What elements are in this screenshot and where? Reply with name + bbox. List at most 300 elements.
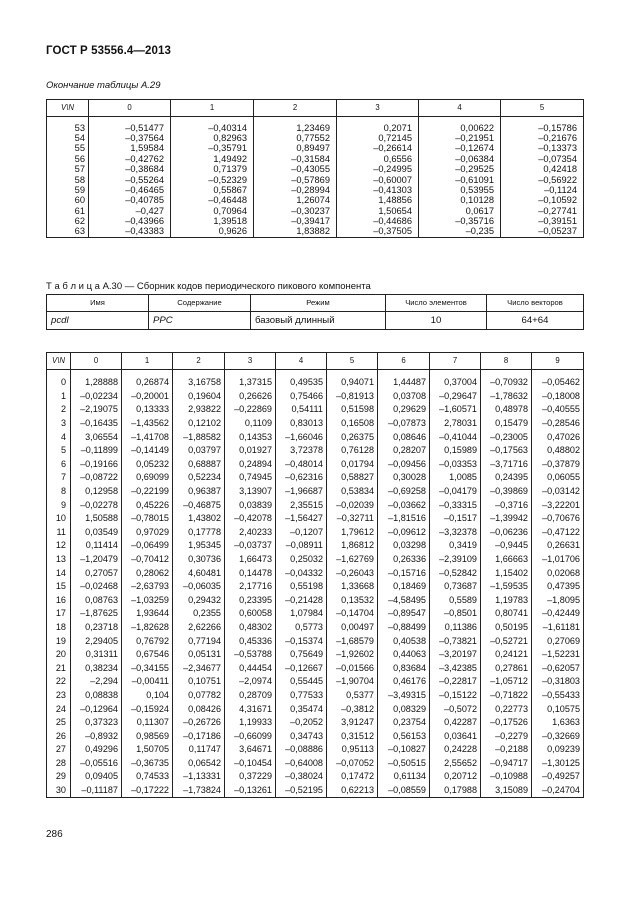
table-cell: –0,14704 <box>327 607 378 621</box>
table-cell: 1,59584 <box>89 144 171 154</box>
column-header: 2 <box>254 100 337 117</box>
table-cell: –0,28994 <box>254 185 337 195</box>
row-index-cell: 15 <box>47 580 71 594</box>
table-cell: 0,29432 <box>173 594 225 608</box>
table-cell: 0,83013 <box>276 417 327 431</box>
table-cell: –1,88582 <box>173 430 225 444</box>
column-header: 0 <box>89 100 171 117</box>
table-row <box>47 702 584 716</box>
table-cell: –0,05462 <box>532 376 584 390</box>
table-row <box>47 621 584 635</box>
row-index-cell: 13 <box>47 553 71 567</box>
table-cell: 0,18469 <box>378 580 430 594</box>
table-cell: 0,09239 <box>532 743 584 757</box>
table-cell: 1,43802 <box>173 512 225 526</box>
column-header: 3 <box>225 353 276 370</box>
table-cell: 0,16508 <box>327 417 378 431</box>
table-cell: –0,10454 <box>225 757 276 771</box>
table-cell: –1,61181 <box>532 621 584 635</box>
table-cell: –0,38024 <box>276 770 327 784</box>
table-cell: –3,20197 <box>430 648 481 662</box>
table-a30-data <box>46 352 584 798</box>
table-cell: 0,11386 <box>430 621 481 635</box>
column-header: Имя <box>47 295 149 312</box>
table-row <box>47 743 584 757</box>
table-cell: –0,26614 <box>337 144 419 154</box>
element-count: 10 <box>386 312 487 330</box>
table-row <box>47 403 584 417</box>
table-row <box>47 648 584 662</box>
table-cell: 1,23469 <box>254 123 337 133</box>
table-cell: 0,27057 <box>71 566 122 580</box>
column-header: Содержание <box>149 295 251 312</box>
table-cell: –1,30125 <box>532 757 584 771</box>
table-cell: –0,1207 <box>276 526 327 540</box>
table-cell: –1,01706 <box>532 553 584 567</box>
table-row <box>47 154 584 164</box>
table-cell: –0,26043 <box>327 566 378 580</box>
table-cell: 0,49296 <box>71 743 122 757</box>
column-header: Число элементов <box>386 295 487 312</box>
table-cell: –0,18008 <box>532 390 584 404</box>
table-cell: –2,294 <box>71 675 122 689</box>
table-cell: –0,05516 <box>71 757 122 771</box>
table-row <box>47 185 584 195</box>
table-cell: –0,9445 <box>481 539 532 553</box>
row-index-cell: 8 <box>47 485 71 499</box>
table-cell: 0,75649 <box>276 648 327 662</box>
row-index-cell: 0 <box>47 376 71 390</box>
table-cell: –0,09612 <box>378 526 430 540</box>
table-cell: 0,77194 <box>173 634 225 648</box>
table-row <box>47 417 584 431</box>
table-cell: –0,41303 <box>337 185 419 195</box>
table-cell: –0,55433 <box>532 689 584 703</box>
row-index-cell: 3 <box>47 417 71 431</box>
table-row <box>47 716 584 730</box>
table-cell: –0,57869 <box>254 175 337 185</box>
table-cell: 0,76128 <box>327 444 378 458</box>
table-cell: –1,73824 <box>173 784 225 798</box>
table-cell: 0,17988 <box>430 784 481 798</box>
table-cell: 0,82963 <box>171 133 254 143</box>
column-header: 5 <box>501 100 584 117</box>
table-cell: 0,9626 <box>171 227 254 238</box>
table-row <box>47 580 584 594</box>
table-cell: –0,10592 <box>501 196 584 206</box>
table-row <box>47 471 584 485</box>
column-header: 8 <box>481 353 532 370</box>
table-cell: –0,3716 <box>481 498 532 512</box>
table-cell: –0,41044 <box>430 430 481 444</box>
row-index-cell: 21 <box>47 661 71 675</box>
column-header: 1 <box>122 353 173 370</box>
table-cell: 0,31512 <box>327 729 378 743</box>
table-cell: 1,0085 <box>430 471 481 485</box>
table-cell: 0,45336 <box>225 634 276 648</box>
table-cell: 0,08646 <box>378 430 430 444</box>
table-cell: –0,11899 <box>71 444 122 458</box>
table-cell: –0,29647 <box>430 390 481 404</box>
table-row <box>47 376 584 390</box>
table-row <box>47 675 584 689</box>
table-cell: –0,81913 <box>327 390 378 404</box>
column-header: V\N <box>47 353 71 370</box>
table-cell: –0,31803 <box>532 675 584 689</box>
table-row <box>47 312 584 330</box>
row-index-cell: 7 <box>47 471 71 485</box>
table-row <box>47 498 584 512</box>
table-cell: –0,23005 <box>481 430 532 444</box>
table-cell: –0,02039 <box>327 498 378 512</box>
table-cell: 0,73687 <box>430 580 481 594</box>
table-cell: –0,00411 <box>122 675 173 689</box>
table-cell: 0,47026 <box>532 430 584 444</box>
row-index-cell: 16 <box>47 594 71 608</box>
table-cell: –0,70412 <box>122 553 173 567</box>
table-cell: –0,5072 <box>430 702 481 716</box>
table-cell: 1,50705 <box>122 743 173 757</box>
table-cell: 0,14478 <box>225 566 276 580</box>
table-cell: 1,79612 <box>327 526 378 540</box>
table-cell: –0,15924 <box>122 702 173 716</box>
table-cell: –0,03353 <box>430 458 481 472</box>
row-index-cell: 56 <box>47 154 89 164</box>
table-cell: –0,62316 <box>276 471 327 485</box>
table-a30-caption: Т а б л и ц а А.30 — Сборник кодов периодического пикового компонента <box>46 281 371 292</box>
table-cell: –0,15786 <box>501 123 584 133</box>
row-index-cell: 62 <box>47 217 89 227</box>
table-cell: –0,46465 <box>89 185 171 195</box>
column-header: 0 <box>71 353 122 370</box>
table-row <box>47 784 584 798</box>
table-cell: 0,03708 <box>378 390 430 404</box>
table-cell: 0,01794 <box>327 458 378 472</box>
table-cell: –1,05712 <box>481 675 532 689</box>
table-header-row <box>47 353 584 370</box>
table-cell: 1,07984 <box>276 607 327 621</box>
table-cell: –0,17563 <box>481 444 532 458</box>
table-cell: 0,96387 <box>173 485 225 499</box>
table-cell: 0,5589 <box>430 594 481 608</box>
table-cell: –0,3812 <box>327 702 378 716</box>
table-cell: 0,23395 <box>225 594 276 608</box>
table-cell: –0,38684 <box>89 165 171 175</box>
table-cell: –0,89547 <box>378 607 430 621</box>
table-cell: 3,15089 <box>481 784 532 798</box>
table-cell: 1,6363 <box>532 716 584 730</box>
table-cell: 0,10128 <box>419 196 501 206</box>
table-cell: –1,13331 <box>173 770 225 784</box>
codebook-name: pcdl <box>47 312 149 330</box>
table-row <box>47 165 584 175</box>
table-cell: –0,46875 <box>173 498 225 512</box>
row-index-cell: 30 <box>47 784 71 798</box>
table-cell: 1,49492 <box>171 154 254 164</box>
table-cell: 0,52234 <box>173 471 225 485</box>
table-cell: –0,39869 <box>481 485 532 499</box>
row-index-cell: 20 <box>47 648 71 662</box>
table-cell: 0,03797 <box>173 444 225 458</box>
table-cell: 0,71379 <box>171 165 254 175</box>
row-index-cell: 4 <box>47 430 71 444</box>
column-header: 7 <box>430 353 481 370</box>
page-number: 286 <box>46 829 63 840</box>
table-cell: –0,02278 <box>71 498 122 512</box>
table-cell: 3,13907 <box>225 485 276 499</box>
row-index-cell: 19 <box>47 634 71 648</box>
table-cell: –1,60571 <box>430 403 481 417</box>
table-cell: 0,94071 <box>327 376 378 390</box>
column-header: 1 <box>171 100 254 117</box>
table-cell: 0,30736 <box>173 553 225 567</box>
table-cell: 0,55445 <box>276 675 327 689</box>
table-cell: 1,50654 <box>337 206 419 216</box>
column-header: 9 <box>532 353 584 370</box>
table-row <box>47 594 584 608</box>
table-cell: 0,10751 <box>173 675 225 689</box>
table-cell: –4,58495 <box>378 594 430 608</box>
table-cell: –0,05237 <box>501 227 584 238</box>
table-cell: 0,26336 <box>378 553 430 567</box>
row-index-cell: 58 <box>47 175 89 185</box>
table-cell: 0,27069 <box>532 634 584 648</box>
table-row <box>47 757 584 771</box>
table-cell: –1,92602 <box>327 648 378 662</box>
table-cell: 0,24121 <box>481 648 532 662</box>
table-cell: –0,44686 <box>337 217 419 227</box>
table-row <box>47 217 584 227</box>
table-row <box>47 566 584 580</box>
table-cell: –1,59535 <box>481 580 532 594</box>
row-index-cell: 1 <box>47 390 71 404</box>
table-cell: –2,0974 <box>225 675 276 689</box>
table-row <box>47 607 584 621</box>
table-cell: 0,95113 <box>327 743 378 757</box>
table-cell: –0,06236 <box>481 526 532 540</box>
table-cell: –0,03737 <box>225 539 276 553</box>
table-cell: –1,96687 <box>276 485 327 499</box>
table-a29-end-caption: Окончание таблицы А.29 <box>46 80 161 91</box>
table-cell: 0,31311 <box>71 648 122 662</box>
table-cell: –0,42078 <box>225 512 276 526</box>
table-cell: –2,34677 <box>173 661 225 675</box>
column-header: 5 <box>327 353 378 370</box>
table-cell: –0,07873 <box>378 417 430 431</box>
column-header: 4 <box>276 353 327 370</box>
table-cell: 4,31671 <box>225 702 276 716</box>
table-cell: 0,13333 <box>122 403 173 417</box>
table-cell: 0,46176 <box>378 675 430 689</box>
table-cell: –0,70676 <box>532 512 584 526</box>
table-cell: –0,37879 <box>532 458 584 472</box>
row-index-cell: 24 <box>47 702 71 716</box>
table-cell: –0,31584 <box>254 154 337 164</box>
row-index-cell: 2 <box>47 403 71 417</box>
table-cell: 0,62213 <box>327 784 378 798</box>
table-cell: 0,74533 <box>122 770 173 784</box>
table-cell: –1,68579 <box>327 634 378 648</box>
table-cell: –0,43966 <box>89 217 171 227</box>
table-cell: –0,52329 <box>171 175 254 185</box>
table-cell: –0,22817 <box>430 675 481 689</box>
table-cell: 0,35474 <box>276 702 327 716</box>
table-row <box>47 553 584 567</box>
table-cell: 0,37229 <box>225 770 276 784</box>
table-row <box>47 539 584 553</box>
table-body <box>47 370 584 798</box>
table-cell: –0,27741 <box>501 206 584 216</box>
table-body <box>47 117 584 238</box>
table-cell: –0,30237 <box>254 206 337 216</box>
table-cell: 0,11307 <box>122 716 173 730</box>
codebook-content: PPC <box>149 312 251 330</box>
table-cell: 0,67546 <box>122 648 173 662</box>
table-cell: –0,235 <box>419 227 501 238</box>
table-cell: 0,55198 <box>276 580 327 594</box>
table-row <box>47 206 584 216</box>
table-cell: –0,50515 <box>378 757 430 771</box>
table-cell: –0,03662 <box>378 498 430 512</box>
codebook-mode: базовый длинный <box>251 312 386 330</box>
table-cell: –0,56922 <box>501 175 584 185</box>
row-index-cell: 6 <box>47 458 71 472</box>
table-cell: 0,24395 <box>481 471 532 485</box>
table-cell: –0,62057 <box>532 661 584 675</box>
table-cell: 0,00497 <box>327 621 378 635</box>
table-cell: 0,75466 <box>276 390 327 404</box>
table-row <box>47 526 584 540</box>
table-cell: 0,3419 <box>430 539 481 553</box>
table-cell: –0,10827 <box>378 743 430 757</box>
table-cell: –0,29525 <box>419 165 501 175</box>
table-cell: 0,34743 <box>276 729 327 743</box>
table-a30-info <box>46 294 584 330</box>
table-cell: –0,2052 <box>276 716 327 730</box>
row-index-cell: 61 <box>47 206 89 216</box>
table-cell: 0,03641 <box>430 729 481 743</box>
table-cell: –0,8932 <box>71 729 122 743</box>
table-cell: –0,51477 <box>89 123 171 133</box>
table-cell: 1,39518 <box>171 217 254 227</box>
table-cell: –0,19166 <box>71 458 122 472</box>
table-cell: –0,43055 <box>254 165 337 175</box>
table-cell: –0,39151 <box>501 217 584 227</box>
table-cell: 0,55867 <box>171 185 254 195</box>
table-cell: 0,03839 <box>225 498 276 512</box>
table-cell: 0,06542 <box>173 757 225 771</box>
table-cell: 2,55652 <box>430 757 481 771</box>
table-cell: –0,55264 <box>89 175 171 185</box>
row-index-cell: 60 <box>47 196 89 206</box>
table-cell: 0,6556 <box>337 154 419 164</box>
table-row <box>47 430 584 444</box>
table-cell: –0,2279 <box>481 729 532 743</box>
row-index-cell: 28 <box>47 757 71 771</box>
table-cell: –0,13261 <box>225 784 276 798</box>
table-cell: 0,17472 <box>327 770 378 784</box>
table-cell: –0,22199 <box>122 485 173 499</box>
table-cell: –0,94717 <box>481 757 532 771</box>
table-cell: –0,35791 <box>171 144 254 154</box>
table-cell: 0,09405 <box>71 770 122 784</box>
table-cell: –0,12964 <box>71 702 122 716</box>
table-cell: 0,56153 <box>378 729 430 743</box>
table-cell: –1,56427 <box>276 512 327 526</box>
table-cell: –1,90704 <box>327 675 378 689</box>
table-cell: –0,24995 <box>337 165 419 175</box>
table-cell: 0,24894 <box>225 458 276 472</box>
table-cell: –0,01566 <box>327 661 378 675</box>
row-index-cell: 10 <box>47 512 71 526</box>
table-cell: 0,05232 <box>122 458 173 472</box>
table-row <box>47 196 584 206</box>
table-cell: 0,1109 <box>225 417 276 431</box>
table-cell: –0,26726 <box>173 716 225 730</box>
table-cell: 0,27861 <box>481 661 532 675</box>
table-cell: 0,48978 <box>481 403 532 417</box>
table-row <box>47 458 584 472</box>
table-cell: 0,51598 <box>327 403 378 417</box>
table-cell: 0,11747 <box>173 743 225 757</box>
table-cell: –0,42449 <box>532 607 584 621</box>
row-index-cell: 17 <box>47 607 71 621</box>
table-cell: –0,43383 <box>89 227 171 238</box>
row-index-cell: 53 <box>47 123 89 133</box>
table-cell: 0,47395 <box>532 580 584 594</box>
table-cell: –0,12674 <box>419 144 501 154</box>
table-cell: –3,42385 <box>430 661 481 675</box>
table-cell: 0,60058 <box>225 607 276 621</box>
table-cell: 0,08838 <box>71 689 122 703</box>
table-cell: –0,15716 <box>378 566 430 580</box>
table-cell: –0,35716 <box>419 217 501 227</box>
row-index-cell: 14 <box>47 566 71 580</box>
table-row <box>47 661 584 675</box>
table-cell: –0,10988 <box>481 770 532 784</box>
row-index-cell: 5 <box>47 444 71 458</box>
table-cell: –0,08886 <box>276 743 327 757</box>
table-cell: 3,72378 <box>276 444 327 458</box>
table-cell: 0,37004 <box>430 376 481 390</box>
table-cell: –0,88499 <box>378 621 430 635</box>
row-index-cell: 23 <box>47 689 71 703</box>
table-cell: 1,93644 <box>122 607 173 621</box>
table-cell: –0,03142 <box>532 485 584 499</box>
table-cell: 0,83684 <box>378 661 430 675</box>
table-cell: 0,5377 <box>327 689 378 703</box>
table-cell: 0,70964 <box>171 206 254 216</box>
table-cell: 3,91247 <box>327 716 378 730</box>
table-cell: 0,54111 <box>276 403 327 417</box>
table-cell: –0,28546 <box>532 417 584 431</box>
table-cell: 0,2355 <box>173 607 225 621</box>
table-cell: 1,66663 <box>481 553 532 567</box>
table-cell: –0,64008 <box>276 757 327 771</box>
row-index-cell: 25 <box>47 716 71 730</box>
table-cell: –1,78632 <box>481 390 532 404</box>
table-cell: 1,33668 <box>327 580 378 594</box>
table-cell: 0,74945 <box>225 471 276 485</box>
table-cell: –1,81516 <box>378 512 430 526</box>
table-cell: –3,32378 <box>430 526 481 540</box>
table-header-row <box>47 295 584 312</box>
table-cell: –0,40314 <box>171 123 254 133</box>
row-index-cell: 59 <box>47 185 89 195</box>
table-cell: 0,44454 <box>225 661 276 675</box>
table-cell: –0,08722 <box>71 471 122 485</box>
table-cell: –1,43562 <box>122 417 173 431</box>
